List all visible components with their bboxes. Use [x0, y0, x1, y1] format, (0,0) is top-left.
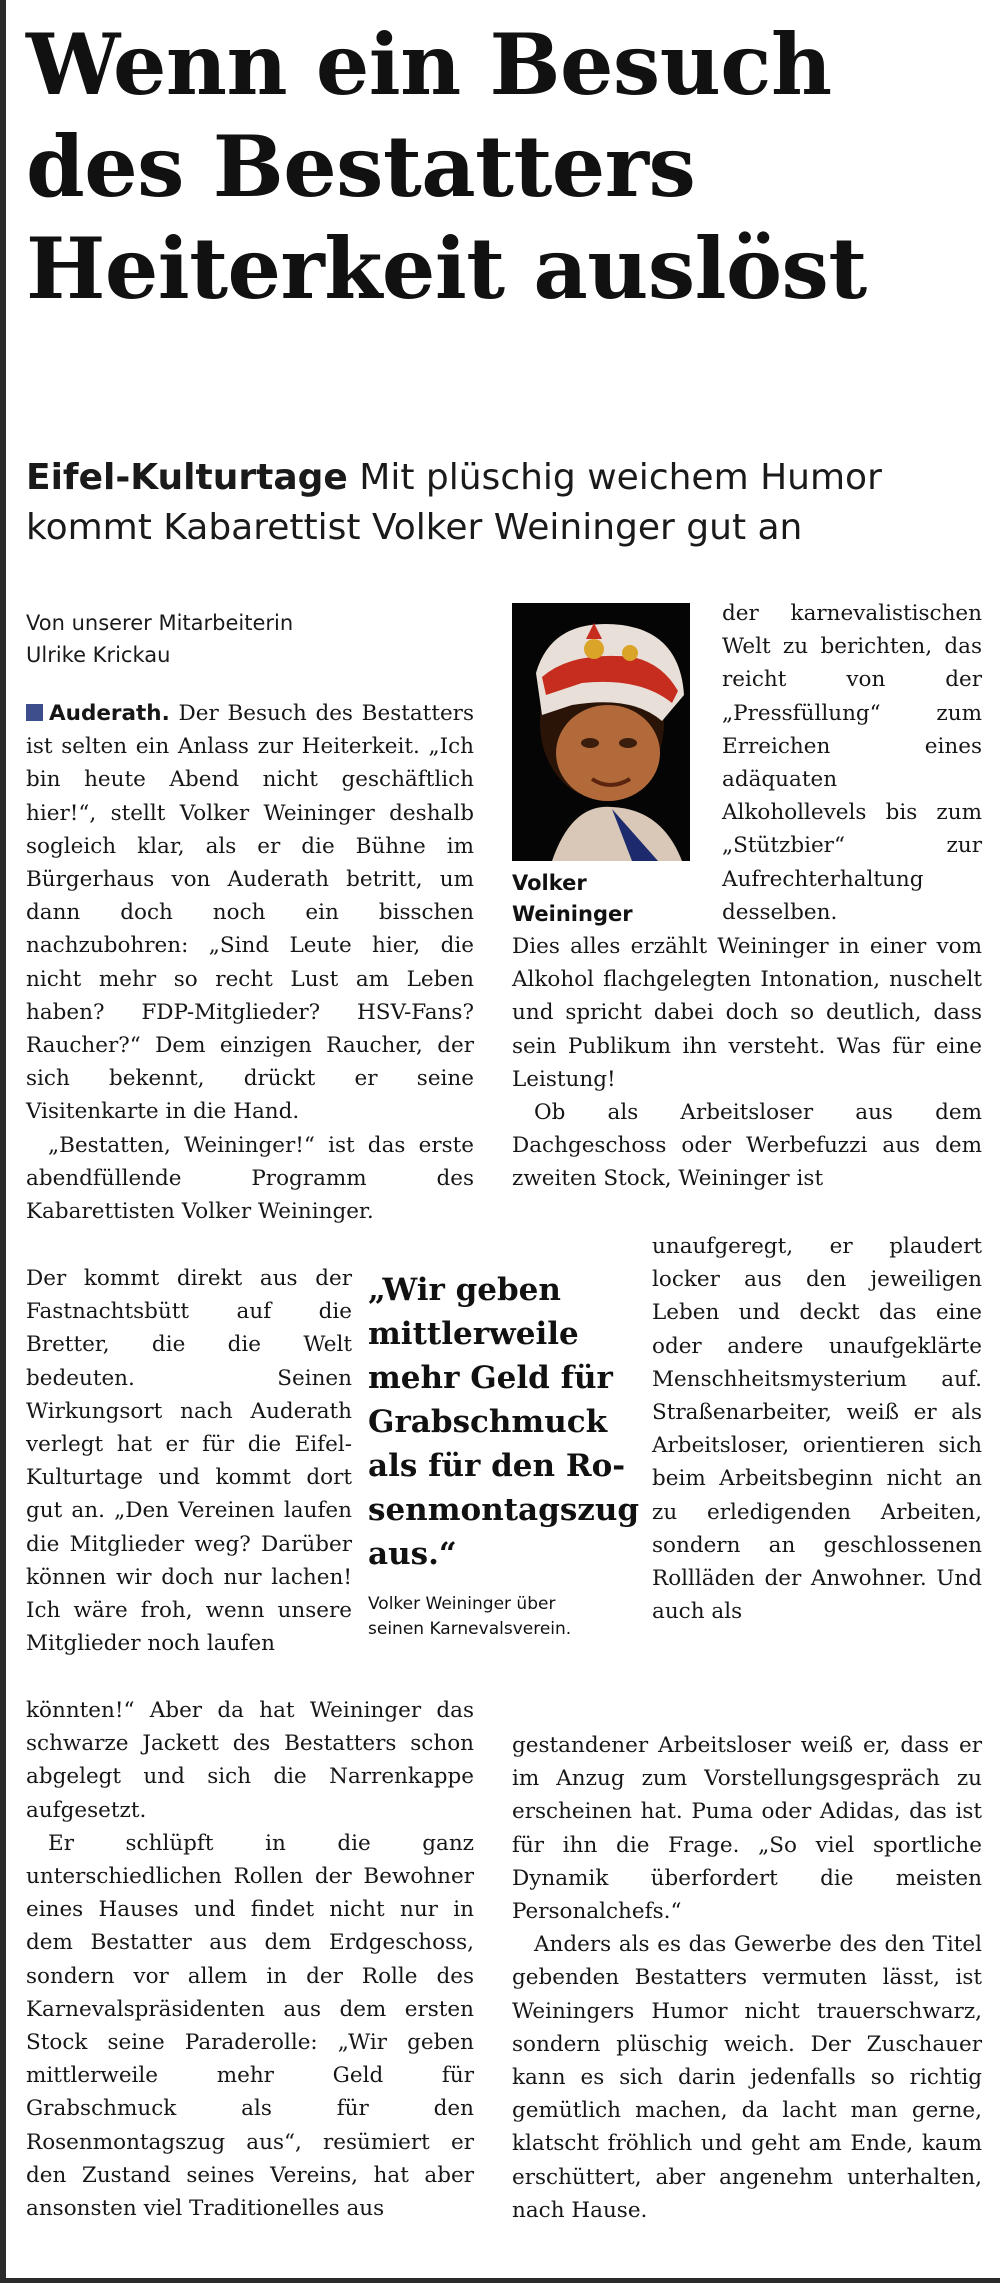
column-1-bottom [26, 1694, 474, 2225]
byline [26, 607, 386, 671]
byline-line: Ulrike Krickau [26, 643, 171, 667]
headline [26, 14, 986, 320]
body-paragraph: könnten!“ Aber da hat Weininger das schwarze Jackett des Bestatters schon abgelegt und sich die Narrenkappe aufgesetzt. [26, 1698, 474, 1823]
pull-quote-line: aus.“ [368, 1536, 457, 1572]
column-2-top [722, 597, 982, 929]
pull-quote-line: senmontagszug [368, 1492, 640, 1528]
column-2-bottom [512, 1729, 982, 2227]
pull-quote-line: Grabschmuck [368, 1404, 608, 1440]
column-2-narrow [652, 1230, 982, 1628]
column-2-middle [512, 930, 982, 1196]
column-1-narrow [26, 1262, 352, 1660]
headline-line: Wenn ein Besuch [26, 15, 832, 114]
body-paragraph: der karnevalistischen Welt zu berichten, das reicht von der „Pressfüllung“ zum Erreichen eines adäquaten Alkohollevels bis zum „Stützbier“ zur Aufrechterhaltung desselben. [722, 601, 982, 925]
performer-photo [512, 603, 690, 861]
column-1-top [26, 697, 474, 1228]
caption-line: Weininger [512, 902, 633, 926]
body-paragraph: Anders als es das Gewerbe des den Titel gebenden Bestatters vermuten lässt, ist Weiningers Humor nicht trauerschwarz, sondern plüschig weich. Der Zuschauer kann es sich darin jedenfalls so richtig gemütlich machen, da lacht man gerne, klatscht fröhlich und geht am Ende, kaum erschüttert, aber angenehm unterhalten, nach Hause. [512, 1932, 982, 2223]
body-paragraph: Er schlüpft in die ganz unterschiedlichen Rollen der Bewohner eines Hauses und findet nicht nur in dem Bestatter aus dem Erdgeschoss, sondern vor allem in der Rolle des Karnevalspräsidenten aus dem ersten Stock seine Paraderolle: „Wir geben mittlerweile mehr Geld für Grabschmuck als für den Rosenmontagszug aus“, resümiert er den Zustand seines Vereins, hat aber ansonsten viel Traditionelles aus [26, 1830, 474, 2222]
body-paragraph: „Bestatten, Weininger!“ ist das erste abendfüllende Programm des Kabarettisten Volker Weininger. [26, 1132, 474, 1225]
kicker: Eifel-Kulturtage [26, 457, 348, 498]
caption-line: Volker [512, 871, 587, 895]
performer-photo-drawing [512, 603, 690, 861]
byline-line: Von unserer Mitarbeiterin [26, 611, 294, 635]
headline-line: Heiterkeit auslöst [26, 219, 867, 318]
pull-quote-line: mehr Geld für [368, 1360, 613, 1396]
pull-quote-line: als für den Ro- [368, 1448, 626, 1484]
paragraph-text: Der Besuch des Bestatters ist selten ein Anlass zur Heiterkeit. „Ich bin heute Abend nicht geschäftlich hier!“, stellt Volker Weininger deshalb sogleich klar, als er die Bühne im Bürgerhaus von Auderath betritt, um dann doch noch ein bisschen nachzubohren: „Sind Leute hier, die nicht mehr so recht Lust am Leben haben? FDP-Mitglieder? HSV-Fans? Raucher?“ Dem einzigen Raucher, der sich bekennt, drückt er seine Visitenkarte in die Hand. [26, 701, 474, 1125]
body-paragraph: Der kommt direkt aus der Fastnachtsbütt auf die Bretter, die die Welt bedeuten. Seinen Wirkungsort nach Auderath verlegt hat er für die Eifel-Kulturtage und kommt dort gut an. „Den Vereinen laufen die Mitglieder weg? Darüber können wir doch nur lachen! Ich wäre froh, wenn unsere Mitglieder noch laufen [26, 1266, 352, 1657]
pull-quote-attribution [368, 1592, 608, 1642]
subheadline-line-1 [26, 453, 986, 503]
subheadline [26, 453, 986, 553]
pull-quote [368, 1268, 640, 1576]
pull-quote-line: mittlerweile [368, 1316, 579, 1352]
dateline: Auderath. [49, 701, 170, 726]
attribution-line: Volker Weininger über [368, 1594, 556, 1614]
left-column-rule [0, 0, 6, 2283]
subheadline-second: kommt Kabarettist Volker Weininger gut an [26, 507, 803, 548]
body-paragraph: gestandener Arbeitsloser weiß er, dass er im Anzug zum Vorstellungsgespräch zu erscheinen hat. Puma oder Adidas, das ist für ihn die Frage. „So viel sportliche Dynamik überfordert die meisten Personalchefs.“ [512, 1733, 982, 1925]
attribution-line: seinen Karnevalsverein. [368, 1619, 572, 1639]
body-paragraph: Ob als Arbeitsloser aus dem Dachgeschoss oder Werbefuzzi aus dem zweiten Stock, Weininger ist [512, 1100, 982, 1192]
body-paragraph: unaufgeregt, er plaudert locker aus den jeweiligen Leben und deckt das eine oder andere unaufgeklärte Menschheitsmysterium auf. Straßenarbeiter, weiß er als Arbeitsloser, orientieren sich beim Arbeitsbeginn nicht an zu erledigenden Arbeiten, sondern an geschlossenen Rollläden der Anwohner. Und auch als [652, 1234, 982, 1625]
headline-line: des Bestatters [26, 117, 696, 216]
subheadline-first: Mit plüschig weichem Humor [359, 457, 882, 498]
square-marker-icon [26, 704, 43, 721]
body-paragraph: Dies alles erzählt Weininger in einer vom Alkohol flachgelegten Intonation, nuschelt und spricht dabei doch so deutlich, dass sein Publikum ihn versteht. Was für eine Leistung! [512, 934, 982, 1092]
bottom-rule [0, 2278, 1000, 2283]
photo-caption [512, 868, 690, 930]
pull-quote-line: „Wir geben [368, 1272, 561, 1308]
body-paragraph [26, 697, 474, 1129]
